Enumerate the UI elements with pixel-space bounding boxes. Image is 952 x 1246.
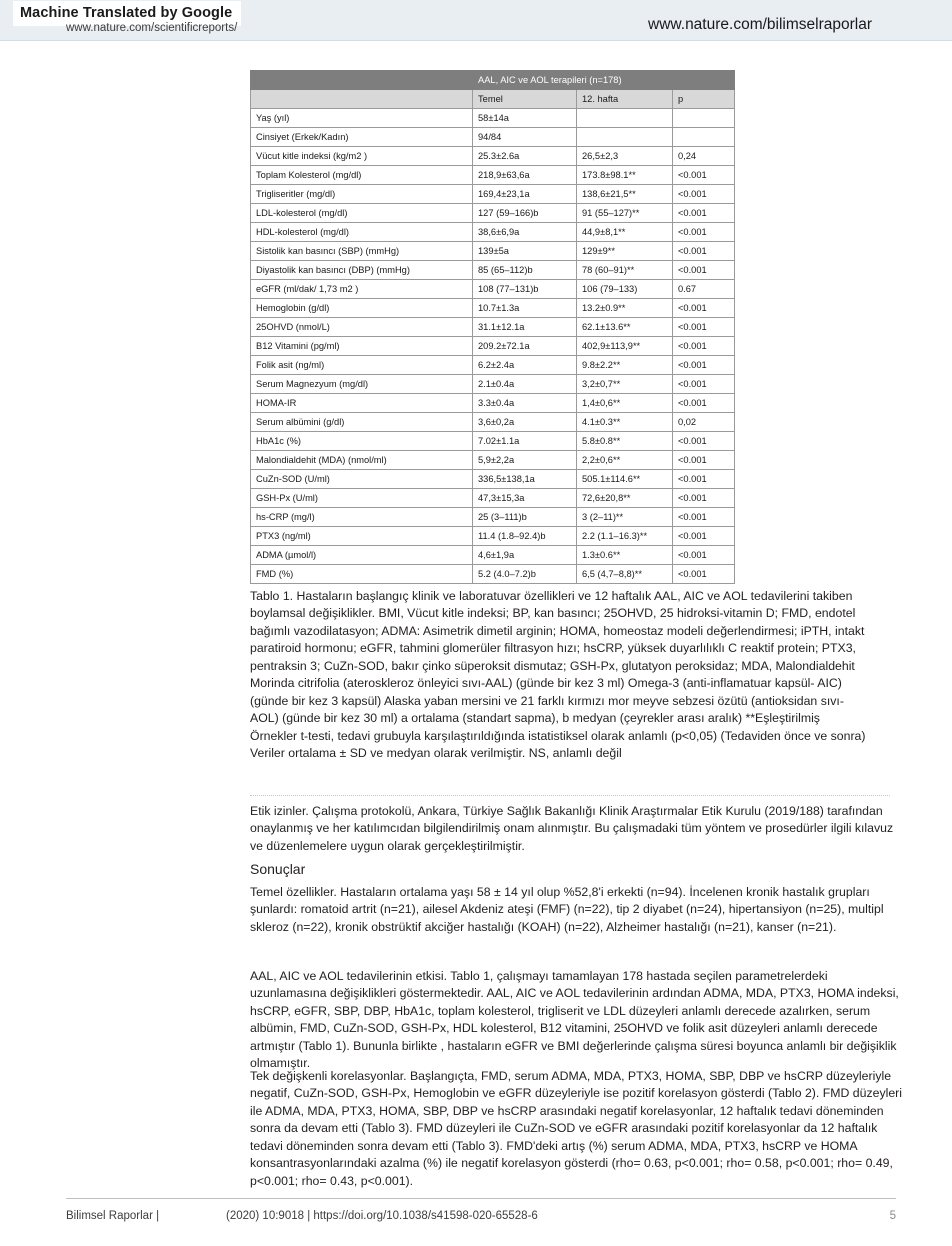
row-p: <0.001 [673, 470, 735, 489]
table-row [251, 204, 735, 223]
table-row [251, 527, 735, 546]
table-row [251, 166, 735, 185]
ethics-paragraph: Etik izinler. Çalışma protokolü, Ankara, Türkiye Sağlık Bakanlığı Klinik Araştırmalar Etik Kurulu (2019/188) tarafından onaylanmış ve her katılımcıdan bilgilendirilmiş onam alınmıştır. Bu çalışmadaki tüm yöntem ve prosedürler ilgili kılavuz ve düzenlemelere uygun olarak gerçekleştirilmiştir. [250, 804, 894, 853]
row-week12: 4.1±0.3** [577, 413, 673, 432]
row-baseline: 47,3±15,3a [473, 489, 577, 508]
row-baseline: 2.1±0.4a [473, 375, 577, 394]
row-baseline: 3.3±0.4a [473, 394, 577, 413]
row-week12: 91 (55–127)** [577, 204, 673, 223]
row-p: <0.001 [673, 299, 735, 318]
row-label: Serum albümini (g/dl) [251, 413, 473, 432]
row-p: <0.001 [673, 451, 735, 470]
row-week12: 106 (79–133) [577, 280, 673, 299]
row-week12: 72,6±20,8** [577, 489, 673, 508]
footer-journal-name: Bilimsel Raporlar | [66, 1210, 160, 1222]
row-label: PTX3 (ng/ml) [251, 527, 473, 546]
row-p: <0.001 [673, 242, 735, 261]
row-baseline: 38,6±6,9a [473, 223, 577, 242]
row-week12: 1,4±0,6** [577, 394, 673, 413]
row-label: LDL-kolesterol (mg/dl) [251, 204, 473, 223]
row-week12: 2.2 (1.1–16.3)** [577, 527, 673, 546]
table-row [251, 508, 735, 527]
row-label: Folik asit (ng/ml) [251, 356, 473, 375]
table-subheader-p: p [673, 90, 735, 109]
row-label: hs-CRP (mg/l) [251, 508, 473, 527]
row-p: <0.001 [673, 527, 735, 546]
row-week12: 129±9** [577, 242, 673, 261]
table-body [251, 109, 735, 584]
row-week12: 138,6±21,5** [577, 185, 673, 204]
page-header [0, 16, 952, 40]
row-baseline: 11.4 (1.8–92.4)b [473, 527, 577, 546]
row-label: Vücut kitle indeksi (kg/m2 ) [251, 147, 473, 166]
row-baseline: 209.2±72.1a [473, 337, 577, 356]
table-row [251, 299, 735, 318]
table-row [251, 280, 735, 299]
header-divider [0, 40, 952, 41]
table-row [251, 470, 735, 489]
table-subheader-blank [251, 90, 473, 109]
row-p: <0.001 [673, 432, 735, 451]
row-label: Sistolik kan basıncı (SBP) (mmHg) [251, 242, 473, 261]
table-subheader-week12: 12. hafta [577, 90, 673, 109]
table-row [251, 489, 735, 508]
table-caption: Tablo 1. Hastaların başlangıç klinik ve laboratuvar özellikleri ve 12 haftalık AAL, AIC ve AOL tedavilerini takiben boylamsal değişiklikler. BMI, Vücut kitle indeksi; BP, kan basıncı; 25OHVD, 25 hidroksi-vitamin D; FMD, endotel bağımlı vazodilatasyon; ADMA: Asimetrik dimetil arginin; HOMA, homeostaz modeli değerlendirmesi; iPTH, intakt paratiroid hormonu; eGFR, tahmini glomerüler filtrasyon hızı; hsCRP, yüksek duyarlılıklı C reaktif protein; PTX3, pentraksin 3; CuZn-SOD, bakır çinko süperoksit dismutaz; GSH-Px, glutatyon peroksidaz; MDA, Malondialdehit Morinda citrifolia (ateroskleroz önleyici sıvı-AAL) (günde bir kez 3 ml) Omega-3 (anti-inflamatuar kapsül- AIC) (günde bir kez 3 kapsül) Alaska yaban mersini ve 21 farklı kırmızı mor meyve sebzesi özütü (antioksidan sıvı- AOL) (günde bir kez 30 ml) a ortalama (standart sapma), b medyan (çeyrekler arası aralık) **Eşleştirilmiş Örnekler t-testi, tedavi grubuyla karşılaştırıldığında istatistiksel olarak anlamlı (p<0,05) (Tedaviden önce ve sonra) Veriler ortalama ± SD ve medyan olarak verilmiştir. NS, anlamlı değil [250, 589, 866, 761]
table-row [251, 223, 735, 242]
row-baseline: 139±5a [473, 242, 577, 261]
table-row [251, 546, 735, 565]
row-p: <0.001 [673, 375, 735, 394]
row-label: Toplam Kolesterol (mg/dl) [251, 166, 473, 185]
row-p: <0.001 [673, 546, 735, 565]
row-week12: 402,9±113,9** [577, 337, 673, 356]
row-p: <0.001 [673, 223, 735, 242]
row-baseline: 7.02±1.1a [473, 432, 577, 451]
row-p: 0,24 [673, 147, 735, 166]
row-baseline: 336,5±138,1a [473, 470, 577, 489]
row-week12 [577, 128, 673, 147]
results-paragraph-1: Temel özellikler. Hastaların ortalama yaşı 58 ± 14 yıl olup %52,8'i erkekti (n=94). İncelenen kronik hastalık grupları şunlardı: romatoid artrit (n=21), ailesel Akdeniz ateşi (FMF) (n=22), tip 2 diyabet (n=24), hipertansiyon (n=25), multipl skleroz (n=22), kronik obstrüktif akciğer hastalığı (KOAH) (n=22), Alzheimer hastalığı (n=21), kanser (n=21). [250, 885, 884, 934]
row-label: Diyastolik kan basıncı (DBP) (mmHg) [251, 261, 473, 280]
table-row [251, 261, 735, 280]
row-week12: 78 (60–91)** [577, 261, 673, 280]
row-label: CuZn-SOD (U/ml) [251, 470, 473, 489]
row-label: Malondialdehit (MDA) (nmol/ml) [251, 451, 473, 470]
row-baseline: 31.1±12.1a [473, 318, 577, 337]
row-week12: 9.8±2.2** [577, 356, 673, 375]
row-baseline: 6.2±2.4a [473, 356, 577, 375]
table-header-row-group [251, 71, 735, 90]
results-paragraph-2: AAL, AIC ve AOL tedavilerinin etkisi. Tablo 1, çalışmayı tamamlayan 178 hastada seçilen parametrelerdeki uzunlamasına değişiklikleri göstermektedir. AAL, AIC ve AOL tedavilerinin ardından ADMA, MDA, PTX3, HOMA indeksi, hsCRP, eGFR, SBP, DBP, HbA1c, toplam kolesterol, trigliserit ve LDL düzeyleri anlamlı derecede azalırken, serum albümin, FMD, CuZn-SOD, GSH-Px, HDL kolesterol, B12 vitamini, 25OHVD ve folik asit düzeyleri anlamlı derecede artmıştır (Tablo 1). Bununla birlikte , hastaların eGFR ve BMI değerlerinde çalışma süresi boyunca anlamlı bir değişiklik olmamıştır. [250, 969, 899, 1071]
table-row [251, 413, 735, 432]
row-p: <0.001 [673, 356, 735, 375]
table-row [251, 242, 735, 261]
row-p: <0.001 [673, 185, 735, 204]
row-label: Yaş (yıl) [251, 109, 473, 128]
row-baseline: 85 (65–112)b [473, 261, 577, 280]
section-divider [250, 795, 890, 796]
row-week12: 3 (2–11)** [577, 508, 673, 527]
row-baseline: 25.3±2.6a [473, 147, 577, 166]
row-p: <0.001 [673, 318, 735, 337]
row-baseline: 3,6±0,2a [473, 413, 577, 432]
row-label: eGFR (ml/dak/ 1,73 m2 ) [251, 280, 473, 299]
row-week12: 3,2±0,7** [577, 375, 673, 394]
row-label: Cinsiyet (Erkek/Kadın) [251, 128, 473, 147]
row-baseline: 10.7±1.3a [473, 299, 577, 318]
row-label: Hemoglobin (g/dl) [251, 299, 473, 318]
footer-citation: (2020) 10:9018 | https://doi.org/10.1038/s41598-020-65528-6 [226, 1210, 538, 1222]
row-p: <0.001 [673, 489, 735, 508]
row-p [673, 109, 735, 128]
row-week12: 62.1±13.6** [577, 318, 673, 337]
table-header-row-sub [251, 90, 735, 109]
table-row [251, 375, 735, 394]
row-label: GSH-Px (U/ml) [251, 489, 473, 508]
row-week12 [577, 109, 673, 128]
table-row [251, 147, 735, 166]
row-label: HDL-kolesterol (mg/dl) [251, 223, 473, 242]
row-baseline: 169,4±23,1a [473, 185, 577, 204]
table-row [251, 451, 735, 470]
table-row [251, 318, 735, 337]
row-week12: 505.1±114.6** [577, 470, 673, 489]
row-week12: 6,5 (4,7–8,8)** [577, 565, 673, 584]
row-p: <0.001 [673, 508, 735, 527]
table-row [251, 432, 735, 451]
row-baseline: 58±14a [473, 109, 577, 128]
table-row [251, 356, 735, 375]
table-subheader-baseline: Temel [473, 90, 577, 109]
footer-divider [66, 1198, 896, 1199]
machine-translation-label: Machine Translated by Google [14, 2, 240, 25]
row-week12: 1.3±0.6** [577, 546, 673, 565]
table-group-header: AAL, AIC ve AOL terapileri (n=178) [473, 71, 735, 90]
row-label: 25OHVD (nmol/L) [251, 318, 473, 337]
row-week12: 26,5±2,3 [577, 147, 673, 166]
header-source-url: www.nature.com/scientificreports/ [66, 22, 238, 34]
row-week12: 13.2±0.9** [577, 299, 673, 318]
row-baseline: 127 (59–166)b [473, 204, 577, 223]
row-baseline: 5.2 (4.0–7.2)b [473, 565, 577, 584]
row-label: HbA1c (%) [251, 432, 473, 451]
row-week12: 5.8±0.8** [577, 432, 673, 451]
row-p: <0.001 [673, 565, 735, 584]
row-baseline: 25 (3–111)b [473, 508, 577, 527]
row-p [673, 128, 735, 147]
footer-page-number: 5 [889, 1210, 896, 1222]
row-label: HOMA-IR [251, 394, 473, 413]
row-baseline: 108 (77–131)b [473, 280, 577, 299]
table-1 [250, 70, 734, 584]
row-p: <0.001 [673, 337, 735, 356]
row-week12: 173.8±98.1** [577, 166, 673, 185]
row-p: <0.001 [673, 394, 735, 413]
table-row [251, 185, 735, 204]
row-label: Trigliseritler (mg/dl) [251, 185, 473, 204]
row-week12: 2,2±0,6** [577, 451, 673, 470]
table-row [251, 128, 735, 147]
row-label: ADMA (µmol/l) [251, 546, 473, 565]
row-baseline: 5,9±2,2a [473, 451, 577, 470]
row-baseline: 218,9±63,6a [473, 166, 577, 185]
row-p: <0.001 [673, 166, 735, 185]
row-label: B12 Vitamini (pg/ml) [251, 337, 473, 356]
row-baseline: 4,6±1,9a [473, 546, 577, 565]
table-row [251, 394, 735, 413]
row-p: 0,02 [673, 413, 735, 432]
row-label: FMD (%) [251, 565, 473, 584]
row-baseline: 94/84 [473, 128, 577, 147]
row-p: <0.001 [673, 261, 735, 280]
table-row [251, 565, 735, 584]
table-row [251, 337, 735, 356]
header-translated-url: www.nature.com/bilimselraporlar [648, 16, 872, 33]
results-paragraph-3: Tek değişkenli korelasyonlar. Başlangıçta, FMD, serum ADMA, MDA, PTX3, HOMA, SBP, DBP ve hsCRP düzeyleriyle negatif, CuZn-SOD, GSH-Px, Hemoglobin ve eGFR düzeyleriyle ise pozitif korelasyon gösterdi (Tablo 2). FMD düzeyleri ile ADMA, MDA, PTX3, HOMA, SBP, DBP ve hsCRP arasındaki negatif korelasyonlar, 12 haftalık tedavi döneminden sonra da devam etti (Tablo 3). FMD düzeyleri ile CuZn-SOD ve eGFR arasındaki pozitif korelasyonlar da 12 haftalık tedavi döneminden sonra devam etti (Tablo 3). FMD'deki artış (%) serum ADMA, MDA, PTX3, hsCRP ve HOMA konsantrasyonlarındaki azalma (%) ile negatif korelasyon gösterdi (rho= 0.63, p<0.001; rho= 0.58, p<0.001; rho= 0.49, p<0.001; rho= 0.43, p<0.001). [250, 1069, 902, 1188]
row-week12: 44,9±8,1** [577, 223, 673, 242]
results-table [250, 70, 735, 584]
results-heading: Sonuçlar [250, 861, 306, 877]
row-label: Serum Magnezyum (mg/dl) [251, 375, 473, 394]
row-p: 0.67 [673, 280, 735, 299]
table-row [251, 109, 735, 128]
table-corner-cell [251, 71, 473, 90]
row-p: <0.001 [673, 204, 735, 223]
